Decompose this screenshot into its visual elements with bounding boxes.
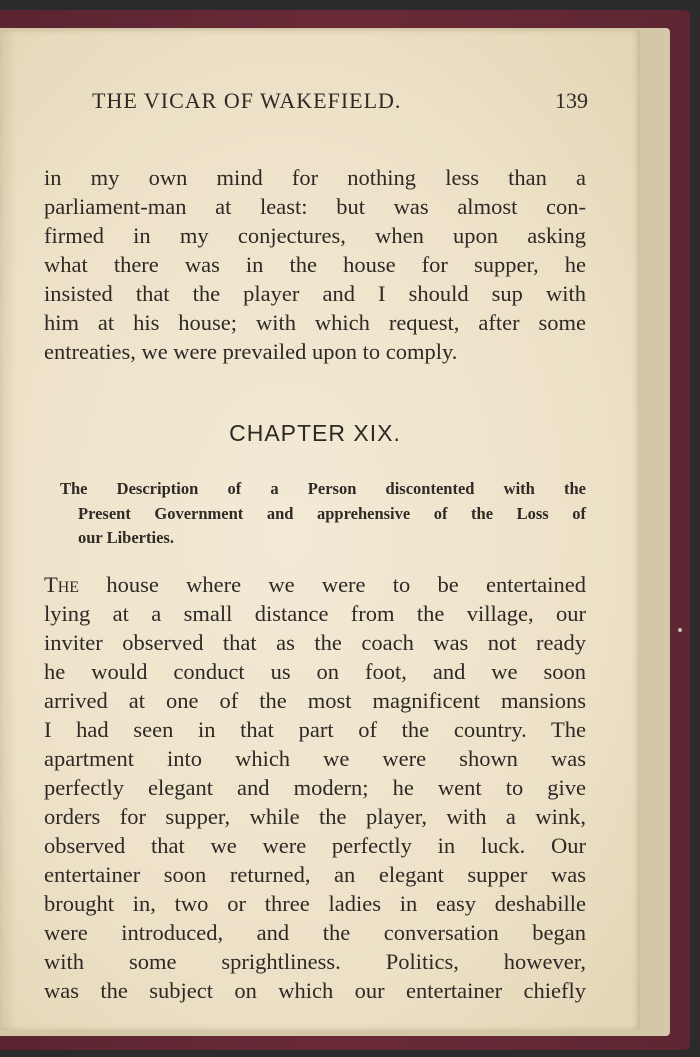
summary-line: Present Government and apprehensive of the Loss of	[78, 503, 586, 523]
text-line: he would conduct us on foot, and we soon	[44, 659, 586, 684]
text-line: parliament-man at least: but was almost con-	[44, 194, 586, 219]
text-line: was the subject on which our entertainer chiefly	[44, 978, 586, 1003]
text-line: firmed in my conjectures, when upon asking	[44, 223, 586, 248]
text-line: arrived at one of the most magnificent mansions	[44, 688, 586, 713]
page-mark	[678, 628, 682, 632]
opening-word: The	[44, 572, 80, 597]
text-line: brought in, two or three ladies in easy deshabille	[44, 891, 586, 916]
text-line: entreaties, we were prevailed upon to comply.	[44, 339, 458, 364]
chapter-heading: CHAPTER XIX.	[229, 420, 401, 446]
text-line: observed that we were perfectly in luck. Our	[44, 833, 586, 858]
text-line	[44, 570, 586, 599]
chapter-summary	[60, 477, 586, 551]
text-line: entertainer soon returned, an elegant supper was	[44, 862, 586, 887]
text-line: were introduced, and the conversation began	[44, 920, 586, 945]
text-line: orders for supper, while the player, with a wink,	[44, 804, 586, 829]
page-number: 139	[555, 88, 588, 113]
spine-shadow	[0, 30, 18, 1030]
chapter-paragraph	[44, 570, 586, 1005]
text-line: apartment into which we were shown was	[44, 746, 586, 771]
book-page	[0, 30, 640, 1030]
text-line: I had seen in that part of the country. The	[44, 717, 586, 742]
continuation-paragraph	[44, 163, 586, 366]
summary-line: our Liberties.	[78, 528, 174, 547]
text-line: what there was in the house for supper, he	[44, 252, 586, 277]
summary-line: The Description of a Person discontented with the	[60, 479, 586, 498]
text-line: insisted that the player and I should sup with	[44, 281, 586, 306]
text-line: him at his house; with which request, after some	[44, 310, 586, 335]
text-line: perfectly elegant and modern; he went to give	[44, 775, 586, 800]
text-line: inviter observed that as the coach was not ready	[44, 630, 586, 655]
text-line: lying at a small distance from the village, our	[44, 601, 586, 626]
text-line: with some sprightliness. Politics, however,	[44, 949, 586, 974]
text-line: in my own mind for nothing less than a	[44, 165, 586, 190]
first-line-rest: house where we were to be entertained	[106, 572, 586, 597]
running-head-title: THE VICAR OF WAKEFIELD.	[92, 88, 402, 113]
